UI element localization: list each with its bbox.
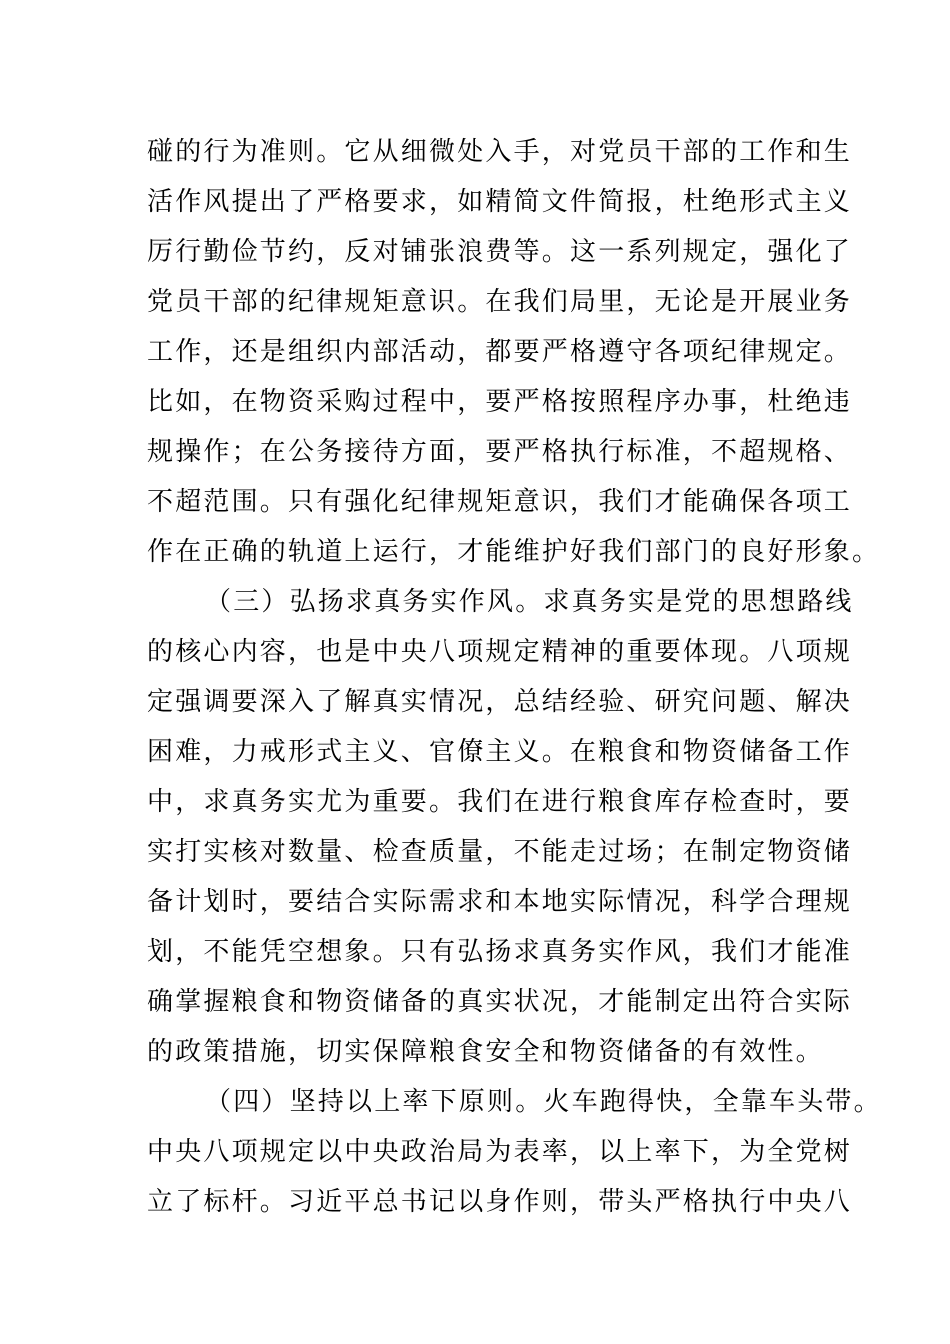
text-line: 活作风提出了严格要求，如精简文件简报，杜绝形式主义: [147, 187, 853, 217]
text-line: 备计划时，要结合实际需求和本地实际情况，科学合理规: [147, 887, 853, 917]
text-line: 碰的行为准则。它从细微处入手，对党员干部的工作和生: [147, 137, 853, 167]
text-line: 困难，力戒形式主义、官僚主义。在粮食和物资储备工作: [147, 737, 853, 767]
text-line: 党员干部的纪律规矩意识。在我们局里，无论是开展业务: [147, 287, 853, 317]
text-line: 中，求真务实尤为重要。我们在进行粮食库存检查时，要: [147, 787, 853, 817]
text-line: 不超范围。只有强化纪律规矩意识，我们才能确保各项工: [147, 487, 853, 517]
text-line: 立了标杆。习近平总书记以身作则，带头严格执行中央八: [147, 1187, 853, 1217]
text-line: 划，不能凭空想象。只有弘扬求真务实作风，我们才能准: [147, 937, 853, 967]
text-line: 确掌握粮食和物资储备的真实状况，才能制定出符合实际: [147, 987, 853, 1017]
paragraph-heading-4: （四）坚持以上率下原则。火车跑得快，全靠车头带。: [205, 1087, 882, 1117]
text-line: 比如，在物资采购过程中，要严格按照程序办事，杜绝违: [147, 387, 853, 417]
paragraph-heading-3: （三）弘扬求真务实作风。求真务实是党的思想路线: [205, 587, 854, 617]
text-line: 中央八项规定以中央政治局为表率，以上率下，为全党树: [147, 1137, 853, 1167]
text-line: 规操作；在公务接待方面，要严格执行标准，不超规格、: [147, 437, 853, 467]
text-line: 实打实核对数量、检查质量，不能走过场；在制定物资储: [147, 837, 853, 867]
text-line: 厉行勤俭节约，反对铺张浪费等。这一系列规定，强化了: [147, 237, 853, 267]
text-line: 的政策措施，切实保障粮食安全和物资储备的有效性。: [147, 1037, 824, 1067]
text-line: 定强调要深入了解真实情况，总结经验、研究问题、解决: [147, 687, 853, 717]
text-line: 的核心内容，也是中央八项规定精神的重要体现。八项规: [147, 637, 853, 667]
text-line: 工作，还是组织内部活动，都要严格遵守各项纪律规定。: [147, 337, 853, 367]
text-line: 作在正确的轨道上运行，才能维护好我们部门的良好形象。: [147, 537, 881, 567]
